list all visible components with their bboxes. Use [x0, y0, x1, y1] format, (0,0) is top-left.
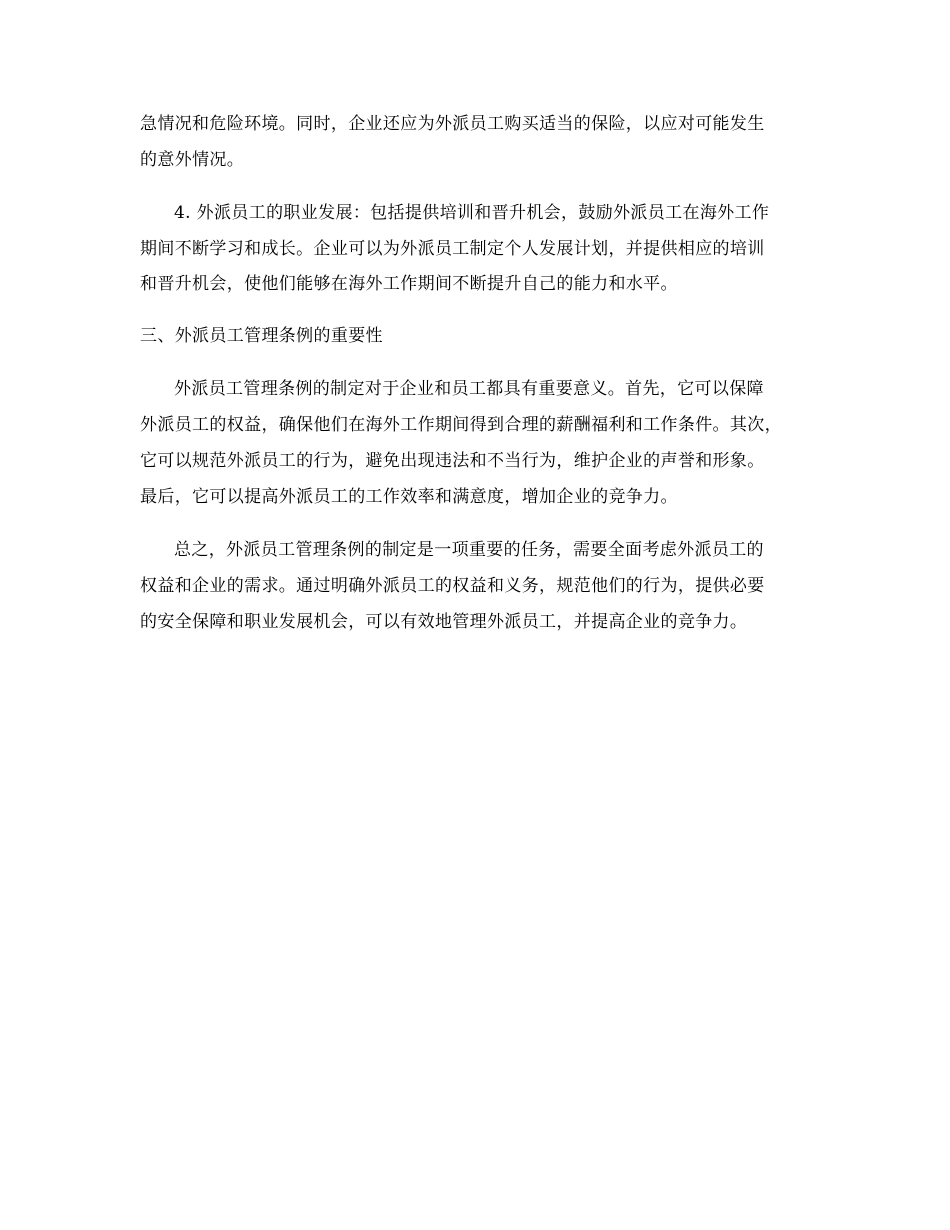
- paragraph-importance-line-1: 外派员工管理条例的制定对于企业和员工都具有重要意义。首先，它可以保障: [174, 379, 764, 399]
- paragraph-conclusion-line-1: 总之，外派员工管理条例的制定是一项重要的任务，需要全面考虑外派员工的: [174, 540, 764, 560]
- section-heading: 三、外派员工管理条例的重要性: [140, 326, 383, 346]
- paragraph-item4-line-1: 4. 外派员工的职业发展：包括提供培训和晋升机会，鼓励外派员工在海外工作: [174, 203, 770, 223]
- paragraph-item4-line-2: 期间不断学习和成长。企业可以为外派员工制定个人发展计划，并提供相应的培训: [140, 239, 765, 259]
- paragraph-conclusion-line-2: 权益和企业的需求。通过明确外派员工的权益和义务，规范他们的行为，提供必要: [140, 576, 765, 596]
- paragraph-continuation-line-2: 的意外情况。: [140, 150, 245, 170]
- paragraph-importance-line-3: 它可以规范外派员工的行为，避免出现违法和不当行为，维护企业的声誉和形象。: [140, 451, 765, 471]
- paragraph-importance-line-2: 外派员工的权益，确保他们在海外工作期间得到合理的薪酬福利和工作条件。其次，: [140, 415, 782, 435]
- paragraph-item4-line-3: 和晋升机会，使他们能够在海外工作期间不断提升自己的能力和水平。: [140, 274, 678, 294]
- paragraph-continuation-line-1: 急情况和危险环境。同时，企业还应为外派员工购买适当的保险，以应对可能发生: [140, 114, 765, 134]
- paragraph-importance-line-4: 最后，它可以提高外派员工的工作效率和满意度，增加企业的竞争力。: [140, 487, 678, 507]
- paragraph-conclusion-line-3: 的安全保障和职业发展机会，可以有效地管理外派员工，并提高企业的竞争力。: [140, 612, 748, 632]
